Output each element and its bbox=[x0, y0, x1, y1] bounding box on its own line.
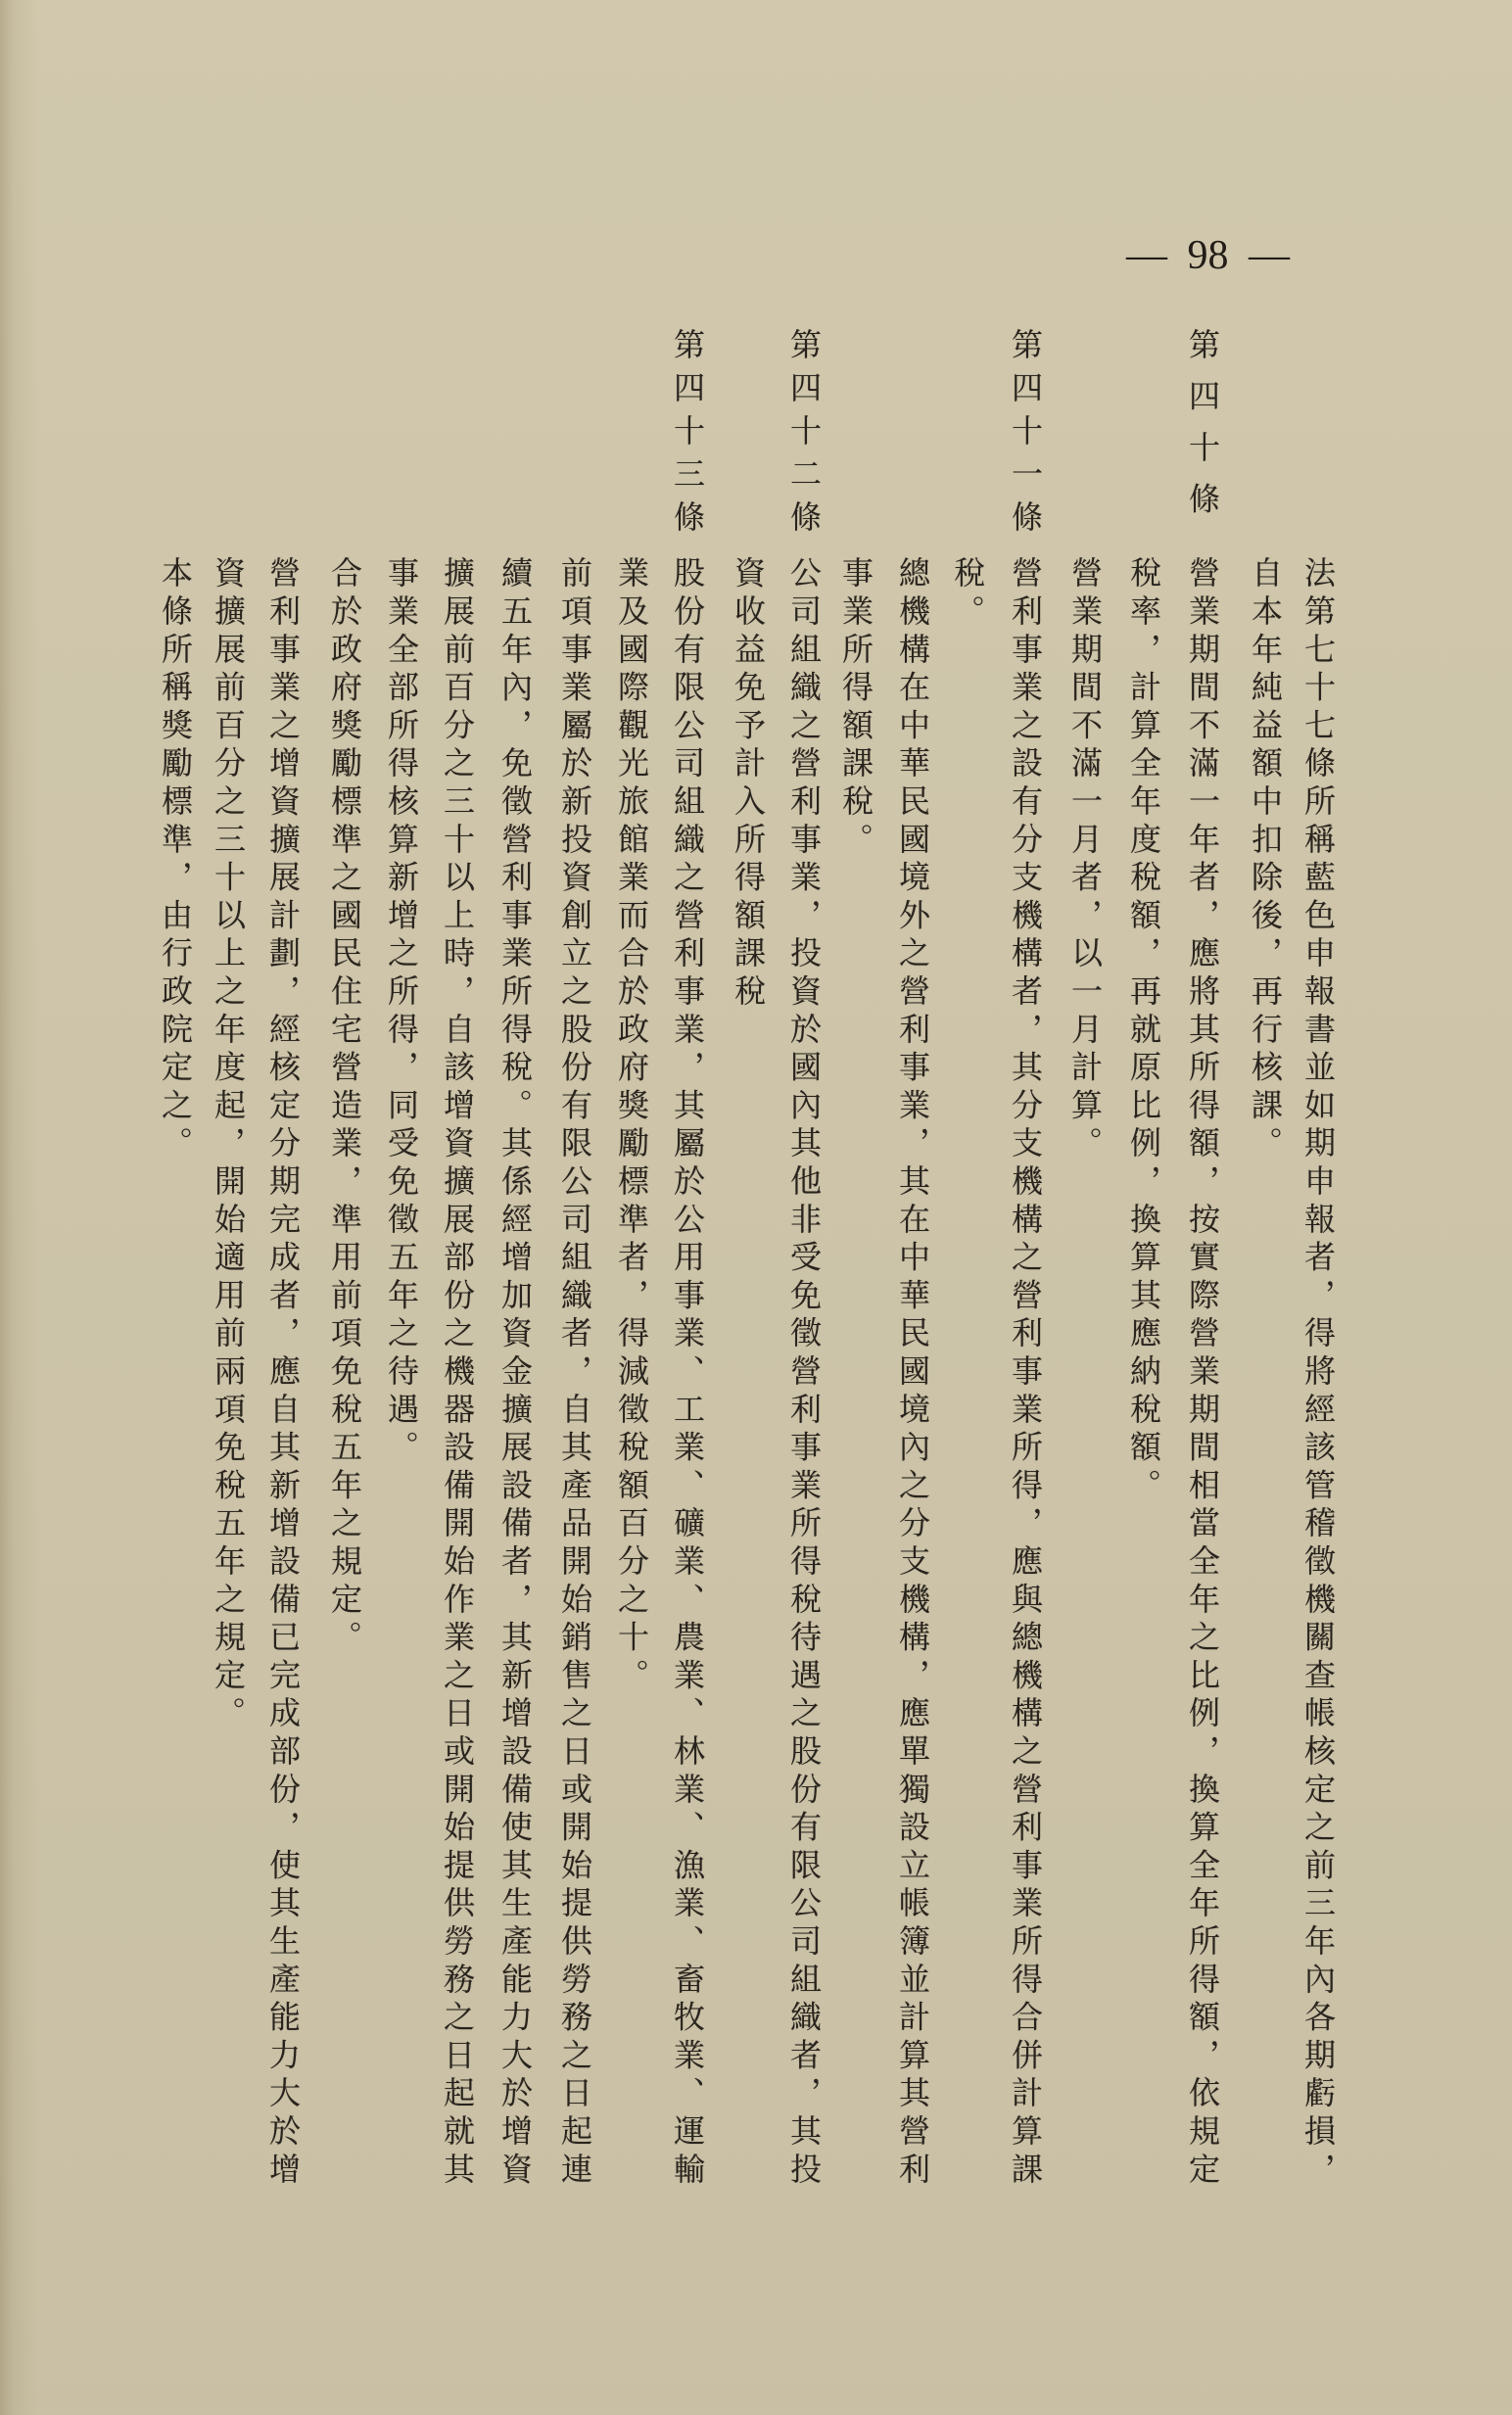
article-40-text-column: 稅率，計算全年度稅額，再就原比例，換算其應納稅額。 bbox=[1125, 556, 1162, 1506]
article-43-text-column: 擴展前百分之三十以上時，自該增資擴展部份之機器設備開始作業之日或開始提供勞務之日起就其 bbox=[439, 556, 476, 2191]
article-43-text-column: 資擴展前百分之三十以上之年度起，開始適用前兩項免稅五年之規定。 bbox=[210, 556, 247, 1734]
article-41-text-column: 營利事業之設有分支機構者，其分支機構之營利事業所得，應與總機構之營利事業所得合併計算課 bbox=[1007, 556, 1044, 2191]
article-41-text-column: 總機構在中華民國境外之營利事業，其在中華民國境內之分支機構，應單獨設立帳簿並計算其營利 bbox=[894, 556, 931, 2191]
page-number: — 98 — bbox=[1126, 233, 1290, 278]
article-heading-40: 第四十條 bbox=[1184, 328, 1221, 534]
article-40-text-column: 營業期間不滿一年者，應將其所得額，按實際營業期間相當全年之比例，換算全年所得額，依規定 bbox=[1184, 556, 1221, 2191]
article-43-text-column: 本條所稱獎勵標準，由行政院定之。 bbox=[157, 556, 194, 1164]
article-42-text-column: 公司組織之營利事業，投資於國內其他非受免徵營利事業所得稅待遇之股份有限公司組織者，其投 bbox=[785, 556, 823, 2191]
article-heading-43: 第四十三條 bbox=[669, 328, 706, 544]
article-43-text-column: 事業全部所得核算新增之所得，同受免徵五年之待遇。 bbox=[383, 556, 420, 1469]
article-42-text-column: 資收益免予計入所得額課稅 bbox=[730, 556, 767, 1013]
text-column-continuation: 法第七十七條所稱藍色申報書並如期申報者，得將經該管稽徵機關查帳核定之前三年內各期虧損， bbox=[1299, 556, 1337, 2191]
article-43-text-column: 合於政府獎勵標準之國民住宅營造業，準用前項免稅五年之規定。 bbox=[326, 556, 363, 1659]
article-43-text-column: 續五年內，免徵營利事業所得稅。其係經增加資金擴展設備者，其新增設備使其生產能力大於增資 bbox=[496, 556, 534, 2191]
article-43-text-column: 股份有限公司組織之營利事業，其屬於公用事業、工業、礦業、農業、林業、漁業、畜牧業、運輸 bbox=[669, 556, 706, 2191]
article-heading-42: 第四十二條 bbox=[785, 328, 823, 544]
article-40-text-column: 營業期間不滿一月者，以一月計算。 bbox=[1066, 556, 1104, 1164]
article-43-text-column: 營利事業之增資擴展計劃，經核定分期完成者，應自其新增設備已完成部份，使其生產能力大於增 bbox=[264, 556, 302, 2191]
article-41-text-column: 事業所得額課稅。 bbox=[837, 556, 874, 861]
article-41-text-column: 稅。 bbox=[949, 556, 986, 633]
article-43-text-column: 業及國際觀光旅館業而合於政府獎勵標準者，得減徵稅額百分之十。 bbox=[613, 556, 650, 1696]
article-43-text-column: 前項事業屬於新投資創立之股份有限公司組織者，自其產品開始銷售之日或開始提供勞務之日起連 bbox=[556, 556, 593, 2191]
article-heading-41: 第四十一條 bbox=[1007, 328, 1044, 544]
text-column-continuation: 自本年純益額中扣除後，再行核課。 bbox=[1247, 556, 1284, 1164]
